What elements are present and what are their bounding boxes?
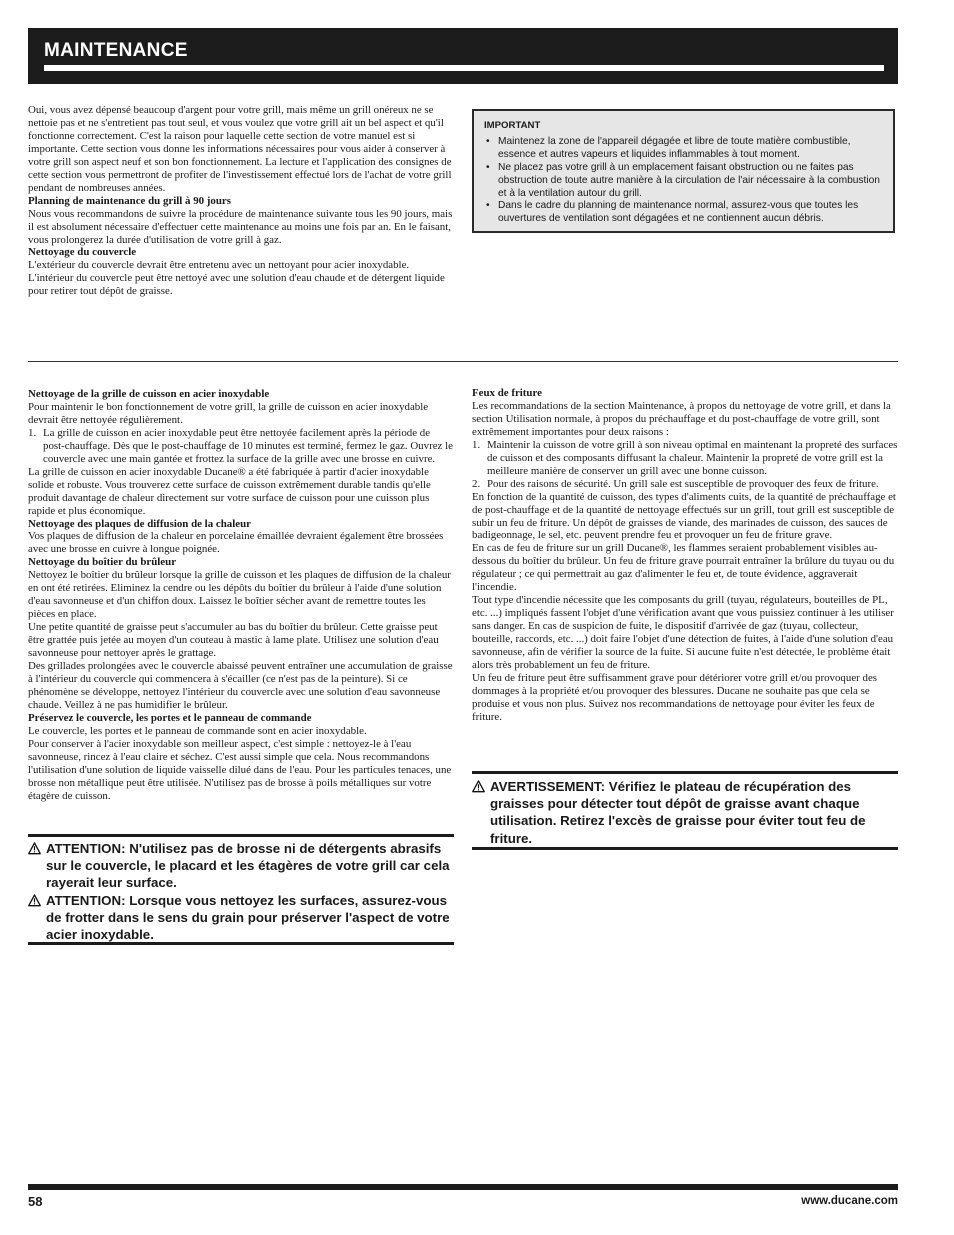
planning-text: Nous vous recommandons de suivre la procédure de maintenance suivante tous les 90 jours, mais il est absolument nécessaire d'effectuer cette maintenance au moins une fois par an. En le faisant, vous prolongerez la durée d'utilisation de votre grill à gaz. [28, 207, 453, 246]
diffuser-heading: Nettoyage des plaques de diffusion de la chaleur [28, 517, 251, 530]
lid-text: L'extérieur du couvercle devrait être entretenu avec un nettoyant pour acier inoxydable. L'intérieur du couvercle peut être nettoyé avec une solution d'eau chaude et de détergent liquide pour retirer tout dépôt de graisse. [28, 259, 445, 298]
list-item-text: La grille de cuisson en acier inoxydable peut être nettoyée facilement après la période de post-chauffage. Dès que le post-chauffage de 10 minutes est terminé, fermez le gaz. Ouvrez le couvercle avec une main gantée et frottez la surface de la grille avec une brosse en cuivre. [43, 426, 453, 465]
warning-text: ATTENTION: Lorsque vous nettoyez les surfaces, assurez-vous de frotter dans le sens du grain pour préserver l'aspect de votre acier inoxydable. [46, 892, 450, 943]
list-number: 2. [472, 477, 481, 490]
burner-text: Nettoyez le boîtier du brûleur lorsque la grille de cuisson et les plaques de diffusion de la chaleur en ont été retirées. Eliminez la cendre ou les dépôts du boîtier du brûleur à l'aide d'une solution d'eau savonneuse et d'un chiffon doux. Laissez le boîtier sécher avant de remettre toutes les pièces en place. [28, 569, 451, 621]
important-notice [472, 109, 895, 233]
fire-text: En cas de feu de friture sur un grill Ducane®, les flammes seraient probablement visibles au-dessous du boîtier du brûleur. Un feu de friture grave pourrait entraîner la brûlure du tuyau ou du régulateur ; ce qui permettrait au gaz d'alimenter le feu et, de toute évidence, aggraverait l'incendie. [472, 542, 895, 594]
important-list [484, 136, 883, 226]
list-item-text: Maintenir la cuisson de votre grill à son niveau optimal en maintenant la propreté des surfaces de cuisson et des composants diffusant la chaleur. Maintenir la propreté de votre grill est la meilleure manière de conserver un grill avec une bonne cuisson. [487, 438, 898, 477]
section-divider [28, 361, 898, 362]
warning-triangle-icon [472, 780, 485, 793]
important-title: IMPORTANT [484, 120, 541, 131]
page-title: MAINTENANCE [44, 40, 188, 61]
burner-heading: Nettoyage du boîtier du brûleur [28, 556, 177, 569]
burner-text: Des grillades prolongées avec le couvercle abaissé peuvent entraîner une accumulation de graisse à l'intérieur du couvercle qui commencera à s'écailler (ce n'est pas de la peinture). Si ce phénomène se développe, nettoyez l'intérieur du couvercle avec une solution d'eau savonneuse chaude. Veillez à ne pas humidifier le brûleur. [28, 660, 453, 711]
grate-intro: Pour maintenir le bon fonctionnement de votre grill, la grille de cuisson en acier inoxydable devrait être nettoyée régulièrement. [28, 400, 429, 426]
fire-text: Tout type d'incendie nécessite que les composants du grill (tuyau, régulateurs, bouteilles de PL, etc. ...) impliqués fassent l'objet d'une vérification avant que vous puissiez continuer à les utiliser sans danger. En cas de suspicion de fuite, le dispositif d'arrivée de gaz (tuyau, collecteur, bouteille, raccords, etc. ...) doit faire l'objet d'une détection de fuites, à l'aide d'une solution d'eau savonneuse, afin de vérifier la source de la fuite. Si aucune fuite n'est détectée, le problème était alors très probablement un feu de friture. [472, 594, 894, 672]
left-column [28, 388, 454, 803]
avertissement-warning [472, 771, 898, 850]
warning-item [28, 892, 454, 944]
header-bar [28, 28, 898, 84]
warning-triangle-icon [28, 842, 41, 855]
warning-item [472, 778, 870, 847]
grate-steps [28, 427, 454, 466]
list-item [28, 427, 454, 466]
intro-section [28, 104, 454, 298]
fire-heading: Feux de friture [472, 387, 542, 399]
fire-reasons [472, 439, 898, 491]
list-number: 1. [28, 426, 37, 439]
warning-text: ATTENTION: N'utilisez pas de brosse ni de détergents abrasifs sur le couvercle, le placard et les étagères de votre grill car cela rayerait leur surface. [46, 841, 450, 891]
grate-heading: Nettoyage de la grille de cuisson en acier inoxydable [28, 388, 270, 400]
website-url: www.ducane.com [801, 1195, 898, 1207]
list-item-text: Pour des raisons de sécurité. Un grill sale est susceptible de provoquer des feux de friture. [487, 477, 879, 490]
right-column [472, 387, 898, 724]
warning-text: AVERTISSEMENT: Vérifiez le plateau de récupération des graisses pour détecter tout dépôt de graisse avant chaque utilisation. Retirez l'excès de graisse pour éviter tout feu de friture. [490, 779, 866, 846]
list-item [472, 478, 898, 491]
header-rule [44, 65, 884, 71]
intro-paragraph: Oui, vous avez dépensé beaucoup d'argent pour votre grill, mais même un grill onéreux ne se nettoie pas et ne s'entretient pas tout seul, et vous voulez que votre grill ait un bel aspect et qu'il fonctionne correctement. C'est la raison pour laquelle cette section de votre manuel est si importante. Cette section vous donne les informations nécessaires pour vous aider à conserver à votre grill son aspect neuf et son bon fonctionnement. La lecture et l'application des consignes de cette section vous permettront de profiter de l'investissement effectué lors de l'achat de votre grill pendant de nombreuses années. [28, 104, 452, 194]
fire-text: Un feu de friture peut être suffisamment grave pour détériorer votre grill et/ou provoquer des dommages à la propriété et/ou provoquer des blessures. Ducane ne souhaite pas que cela se produise et vous non plus. Suivez nos recommandations de nettoyage pour éviter les feux de friture. [472, 671, 878, 723]
fire-text: En fonction de la quantité de cuisson, des types d'aliments cuits, de la quantité de préchauffage et de post-chauffage et de la quantité de nettoyage effectués sur un grill, tout grill est susceptible de subir un feu de friture. Un dépôt de graisses de viande, des marinades de cuisson, des sauces de badigeonnage, le sel, etc. peuvent prendre feu et provoquer un feu de friture grave. [472, 490, 896, 542]
lid-heading: Nettoyage du couvercle [28, 246, 137, 259]
fire-intro: Les recommandations de la section Maintenance, à propos du nettoyage de votre grill, et dans la section Utilisation normale, à propos du préchauffage et du post-chauffage de votre grill, sont extrêmement importantes pour deux raisons : [472, 399, 891, 438]
grate-text: La grille de cuisson en acier inoxydable Ducane® a été fabriquée à partir d'acier inoxydable solide et robuste. Vous trouverez cette surface de cuisson extrêmement durable tandis qu'elle produit davantage de chaleur directement sur votre surface de cuisson pour une cuisson plus rapide et plus économique. [28, 465, 431, 517]
important-item: • Ne placez pas votre grill à un emplacement faisant obstruction ou ne faites pas obstruction de toute autre manière à la circulation de l'air nécessaire à la combustion et à la ventilation autour du grill. [484, 162, 883, 201]
page-number: 58 [28, 1194, 43, 1209]
diffuser-text: Vos plaques de diffusion de la chaleur en porcelaine émaillée devraient également être brossées avec une brosse en cuivre à longue poignée. [28, 530, 444, 556]
planning-heading: Planning de maintenance du grill à 90 jours [28, 194, 232, 207]
warning-item [28, 840, 454, 892]
list-number: 1. [472, 438, 481, 451]
preserve-text: Le couvercle, les portes et le panneau de commande sont en acier inoxydable. [28, 724, 367, 737]
list-item [472, 439, 898, 478]
preserve-heading: Préservez le couvercle, les portes et le panneau de commande [28, 711, 312, 724]
warning-triangle-icon [28, 894, 41, 907]
preserve-text: Pour conserver à l'acier inoxydable son meilleur aspect, c'est simple : nettoyez-le à l'eau savonneuse, rincez à l'eau claire et séchez. C'est aussi simple que cela. Nous recommandons l'utilisation d'une solution de liquide vaisselle dilué dans de l'eau. Pour les particules tenaces, une brosse non métallique peut être utilisée. N'utilisez pas de brosse à poils métalliques sur votre étagère de cuisson. [28, 737, 452, 802]
burner-text: Une petite quantité de graisse peut s'accumuler au bas du boîtier du brûleur. Cette graisse peut être grattée puis jetée au moyen d'un couteau à mastic à lame plate. Utilisez une solution d'eau savonneuse pour nettoyer après le grattage. [28, 621, 439, 660]
footer-bar [28, 1184, 898, 1190]
attention-warnings [28, 834, 454, 945]
important-item: • Maintenez la zone de l'appareil dégagée et libre de toute matière combustible, essence et autres vapeurs et liquides inflammables à tout moment. [484, 136, 883, 162]
important-item: • Dans le cadre du planning de maintenance normal, assurez-vous que toutes les ouvertures de ventilation sont dégagées et ne contiennent aucun débris. [484, 200, 883, 226]
